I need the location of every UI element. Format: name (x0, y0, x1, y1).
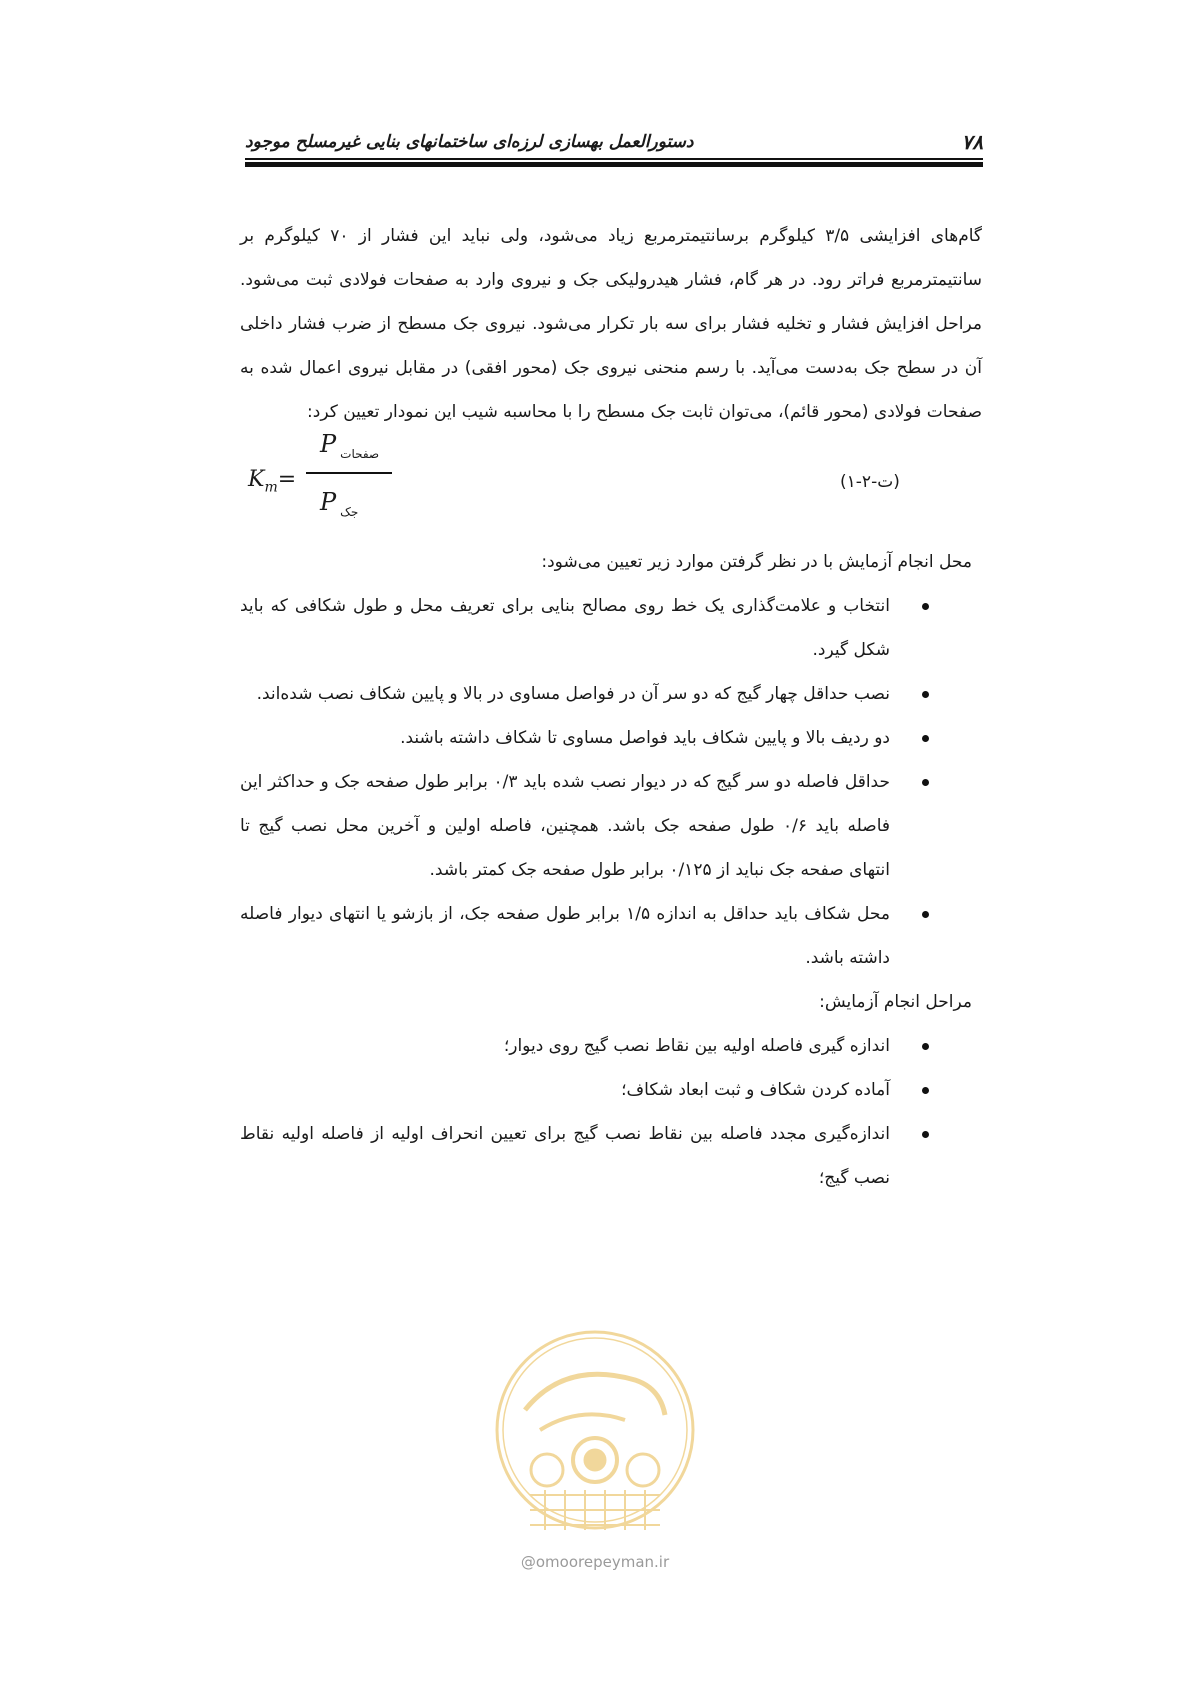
location-list (240, 584, 982, 980)
formula-numerator: P $_{صفحات}$ (320, 430, 380, 461)
equation-number: (ت-۲-۱) (840, 472, 900, 492)
header-rule-thin (245, 158, 983, 160)
page-number: ۷۸ (961, 130, 983, 154)
location-intro: محل انجام آزمایش با در نظر گرفتن موارد زیر تعیین می‌شود: (541, 552, 972, 572)
page-header (245, 130, 983, 152)
list-item: اندازه گیری فاصله اولیه بین نقاط نصب گیج روی دیوار؛ (240, 1024, 982, 1068)
fraction-bar (306, 472, 392, 474)
list-item: اندازه‌گیری مجدد فاصله بین نقاط نصب گیج برای تعیین انحراف اولیه از فاصله اولیه نقاط نصب گیج؛ (240, 1112, 982, 1200)
list-item: نصب حداقل چهار گیج که دو سر آن در فواصل مساوی در بالا و پایین شکاف نصب شده‌اند. (240, 672, 982, 716)
formula-block (240, 422, 982, 540)
running-title: دستورالعمل بهسازی لرزه‌ای ساختمانهای بنایی غیرمسلح موجود (245, 132, 694, 152)
formula-lhs: $K_m=$ (248, 467, 297, 496)
watermark-url: @omoorepeyman.ir (520, 1553, 670, 1571)
list-item: آماده کردن شکاف و ثبت ابعاد شکاف؛ (240, 1068, 982, 1112)
formula-denominator: P $_{جک}$ (320, 488, 359, 519)
list-item: حداقل فاصله دو سر گیج که در دیوار نصب شده باید ۰/۳ برابر طول صفحه جک و حداکثر این فاصله باید ۰/۶ طول صفحه جک باشد. همچنین، فاصله اولین و آخرین محل نصب گیج تا انتهای صفحه جک نباید از ۰/۱۲۵ برابر طول صفحه جک کمتر باشد. (240, 760, 982, 892)
list-item: انتخاب و علامت‌گذاری یک خط روی مصالح بنایی برای تعریف محل و طول شکافی که باید شکل گیرد. (240, 584, 982, 672)
watermark-logo-icon (485, 1320, 705, 1560)
list-item: محل شکاف باید حداقل به اندازه ۱/۵ برابر طول صفحه جک، از بازشو یا انتهای دیوار فاصله داشته باشد. (240, 892, 982, 980)
steps-list (240, 1024, 982, 1200)
main-content (240, 214, 982, 1200)
header-rule-thick (245, 162, 983, 167)
paragraph-1: گام‌های افزایشی ۳/۵ کیلوگرم برسانتیمترمربع زیاد می‌شود، ولی نباید این فشار از ۷۰ کیلوگرم بر سانتیمترمربع فراتر رود. در هر گام، فشار هیدرولیکی جک و نیروی وارد به صفحات فولادی ثبت می‌شود. مراحل افزایش فشار و تخلیه فشار برای سه بار تکرار می‌شود. نیروی جک مسطح از ضرب فشار داخلی آن در سطح جک به‌دست می‌آید. با رسم منحنی نیروی جک (محور افقی) در مقابل نیروی اعمال شده به صفحات فولادی (محور قائم)، می‌توان ثابت جک مسطح را با محاسبه شیب این نمودار تعیین کرد: (240, 226, 982, 422)
list-item: دو ردیف بالا و پایین شکاف باید فواصل مساوی تا شکاف داشته باشند. (240, 716, 982, 760)
steps-intro: مراحل انجام آزمایش: (819, 992, 972, 1012)
